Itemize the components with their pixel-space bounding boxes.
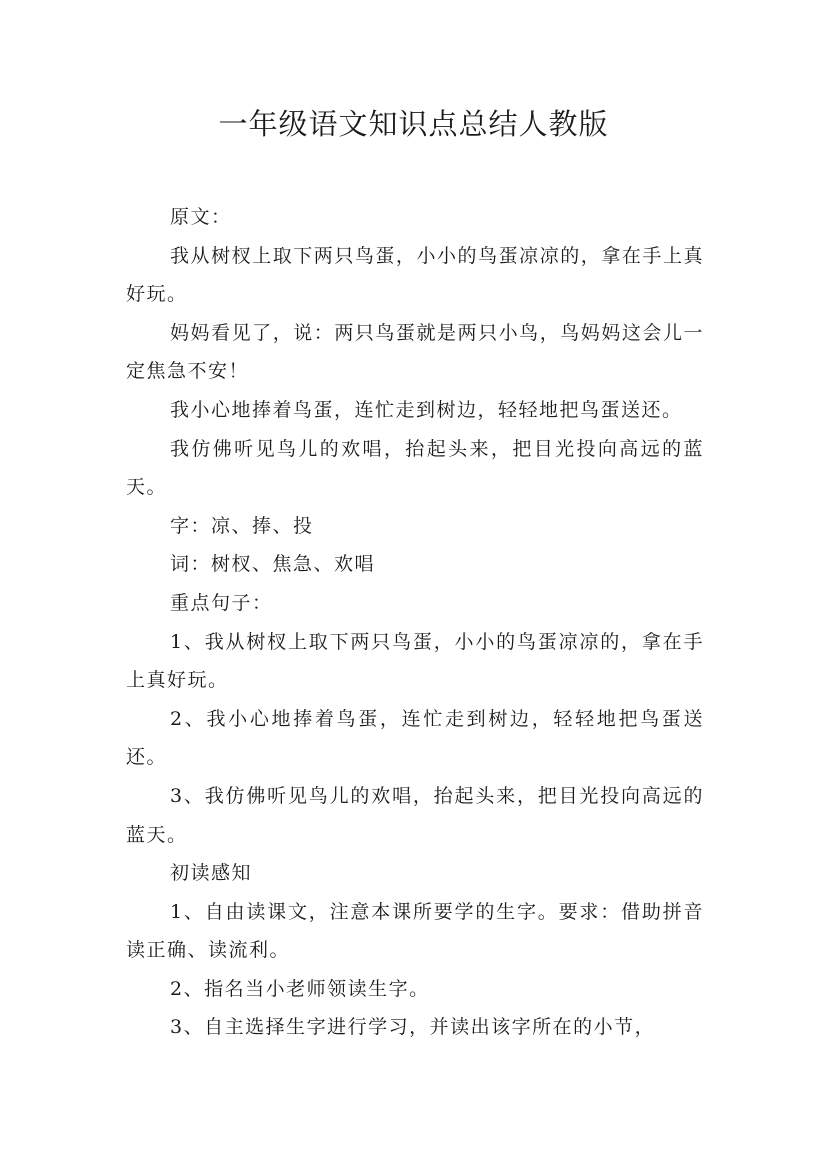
list-item: 3、我仿佛听见鸟儿的欢唱，抬起头来，把目光投向高远的蓝天。 <box>126 784 704 846</box>
paragraph: 我从树杈上取下两只鸟蛋，小小的鸟蛋凉凉的，拿在手上真好玩。 <box>126 244 704 306</box>
paragraph: 我小心地捧着鸟蛋，连忙走到树边，轻轻地把鸟蛋送还。 <box>170 398 683 421</box>
paragraph-words: 词：树杈、焦急、欢唱 <box>170 553 376 576</box>
paragraph-first-reading-heading: 初读感知 <box>170 862 253 885</box>
paragraph: 我仿佛听见鸟儿的欢唱，抬起头来，把目光投向高远的蓝天。 <box>126 437 704 499</box>
paragraph: 妈妈看见了，说：两只鸟蛋就是两只小鸟，鸟妈妈这会儿一定焦急不安！ <box>126 321 704 383</box>
list-item: 2、指名当小老师领读生字。 <box>170 977 430 1000</box>
document-body <box>126 198 704 1047</box>
paragraph-key-sentences-heading: 重点句子： <box>170 591 273 614</box>
document-title: 一年级语文知识点总结人教版 <box>218 107 609 141</box>
list-item: 3、自主选择生字进行学习，并读出该字所在的小节， <box>170 1016 656 1039</box>
list-item: 2、我小心地捧着鸟蛋，连忙走到树边，轻轻地把鸟蛋送还。 <box>126 707 704 769</box>
paragraph-source-label: 原文： <box>170 206 232 228</box>
list-item: 1、自由读课文，注意本课所要学的生字。要求：借助拼音读正确、读流利。 <box>126 900 704 962</box>
paragraph-characters: 字：凉、捧、投 <box>170 514 314 537</box>
list-item: 1、我从树杈上取下两只鸟蛋，小小的鸟蛋凉凉的，拿在手上真好玩。 <box>126 630 704 692</box>
